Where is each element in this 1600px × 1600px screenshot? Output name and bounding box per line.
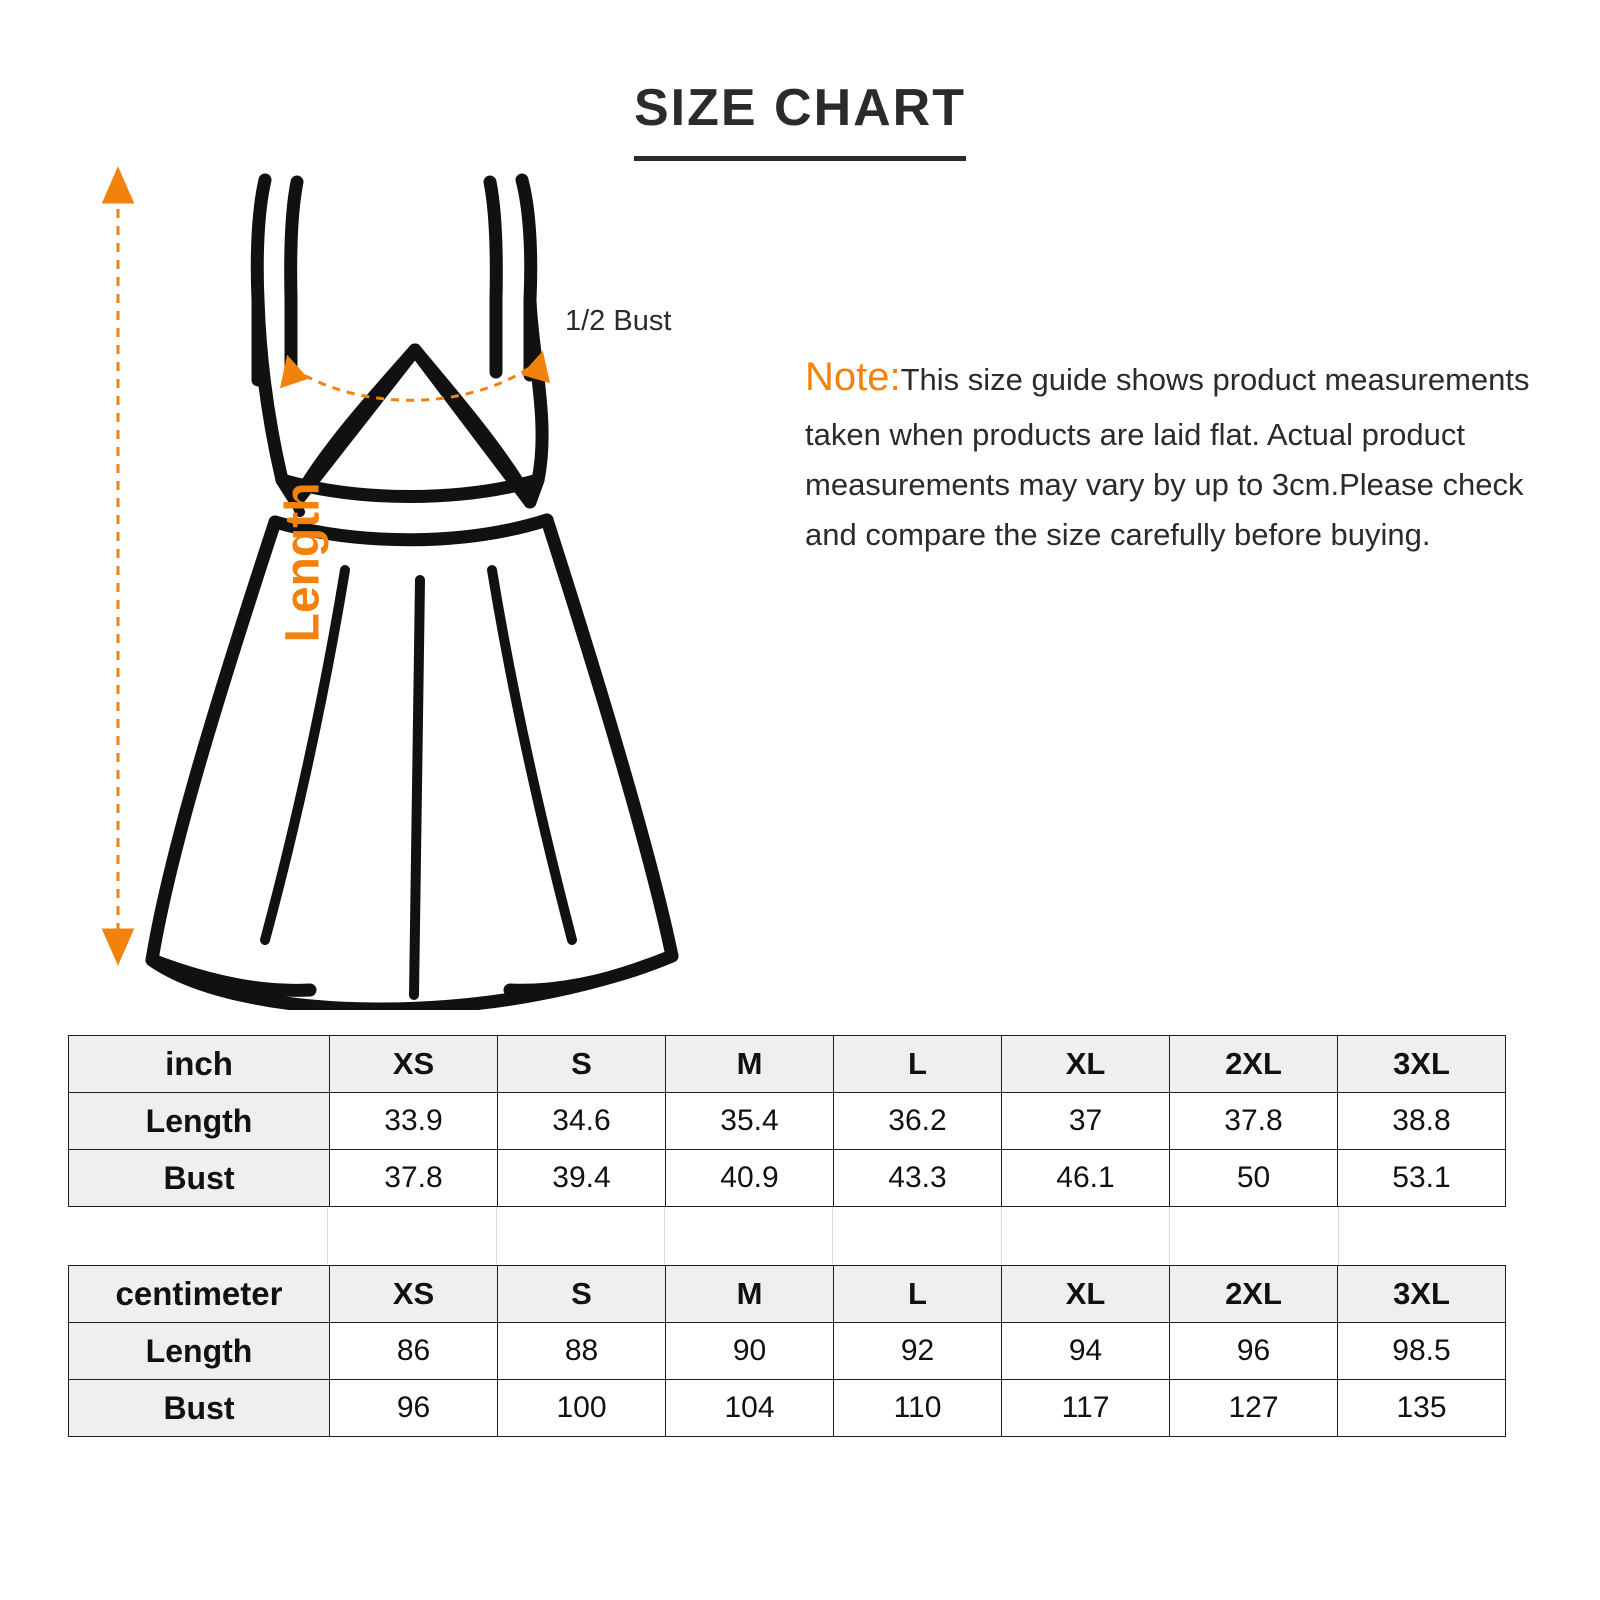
column-header: XS [330,1266,498,1323]
row-label: Bust [69,1380,330,1437]
gap-cell [1002,1207,1170,1265]
note-body: This size guide shows product measurements taken when products are laid flat. Actual product measurements may vary by up to 3cm.Please check and compare the size carefully before buying. [805,362,1530,553]
table-cell: 50 [1170,1150,1338,1207]
table-cell: 37 [1002,1093,1170,1150]
column-header: L [834,1266,1002,1323]
column-header: M [666,1036,834,1093]
unit-label-inch: inch [69,1036,330,1093]
table-cell: 127 [1170,1380,1338,1437]
table-cell: 53.1 [1338,1150,1506,1207]
row-label: Length [69,1323,330,1380]
column-header: S [498,1266,666,1323]
table-row [69,1380,1506,1437]
page-title: SIZE CHART [634,78,966,161]
table-cell: 34.6 [498,1093,666,1150]
column-header: 3XL [1338,1266,1506,1323]
table-row [69,1266,1506,1323]
length-arrow [104,170,132,962]
length-label: Length [276,482,330,643]
table-cell: 46.1 [1002,1150,1170,1207]
table-cell: 33.9 [330,1093,498,1150]
table-row [69,1150,1506,1207]
table-gap [68,1207,1506,1265]
table-cell: 94 [1002,1323,1170,1380]
note-heading: Note: [805,355,901,399]
gap-cell [833,1207,1001,1265]
table-cell: 117 [1002,1380,1170,1437]
size-table-centimeter [68,1265,1506,1437]
table-cell: 38.8 [1338,1093,1506,1150]
gap-cell [68,1207,328,1265]
dress-illustration [60,150,760,1010]
dress-diagram-svg [60,150,760,1010]
table-cell: 88 [498,1323,666,1380]
size-tables [68,1035,1536,1437]
table-cell: 86 [330,1323,498,1380]
table-cell: 36.2 [834,1093,1002,1150]
table-cell: 37.8 [330,1150,498,1207]
column-header: S [498,1036,666,1093]
table-cell: 135 [1338,1380,1506,1437]
column-header: XL [1002,1266,1170,1323]
column-header: XL [1002,1036,1170,1093]
table-cell: 100 [498,1380,666,1437]
table-row [69,1323,1506,1380]
half-bust-label: 1/2 Bust [565,305,672,337]
table-cell: 37.8 [1170,1093,1338,1150]
column-header: 2XL [1170,1036,1338,1093]
gap-cell [1339,1207,1506,1265]
table-cell: 104 [666,1380,834,1437]
table-cell: 35.4 [666,1093,834,1150]
size-table-inch [68,1035,1506,1207]
bust-arrow [282,354,548,400]
column-header: XS [330,1036,498,1093]
column-header: M [666,1266,834,1323]
gap-cell [328,1207,496,1265]
table-cell: 98.5 [1338,1323,1506,1380]
table-row [69,1093,1506,1150]
page-title-wrap [0,78,1600,161]
unit-label-centimeter: centimeter [69,1266,330,1323]
column-header: 3XL [1338,1036,1506,1093]
note-block [805,345,1535,560]
gap-cell [665,1207,833,1265]
table-cell: 96 [330,1380,498,1437]
row-label: Bust [69,1150,330,1207]
table-row [69,1036,1506,1093]
column-header: 2XL [1170,1266,1338,1323]
table-cell: 96 [1170,1323,1338,1380]
table-cell: 40.9 [666,1150,834,1207]
gap-cell [1170,1207,1338,1265]
column-header: L [834,1036,1002,1093]
table-cell: 90 [666,1323,834,1380]
row-label: Length [69,1093,330,1150]
table-cell: 110 [834,1380,1002,1437]
table-cell: 92 [834,1323,1002,1380]
table-cell: 43.3 [834,1150,1002,1207]
table-cell: 39.4 [498,1150,666,1207]
gap-cell [497,1207,665,1265]
